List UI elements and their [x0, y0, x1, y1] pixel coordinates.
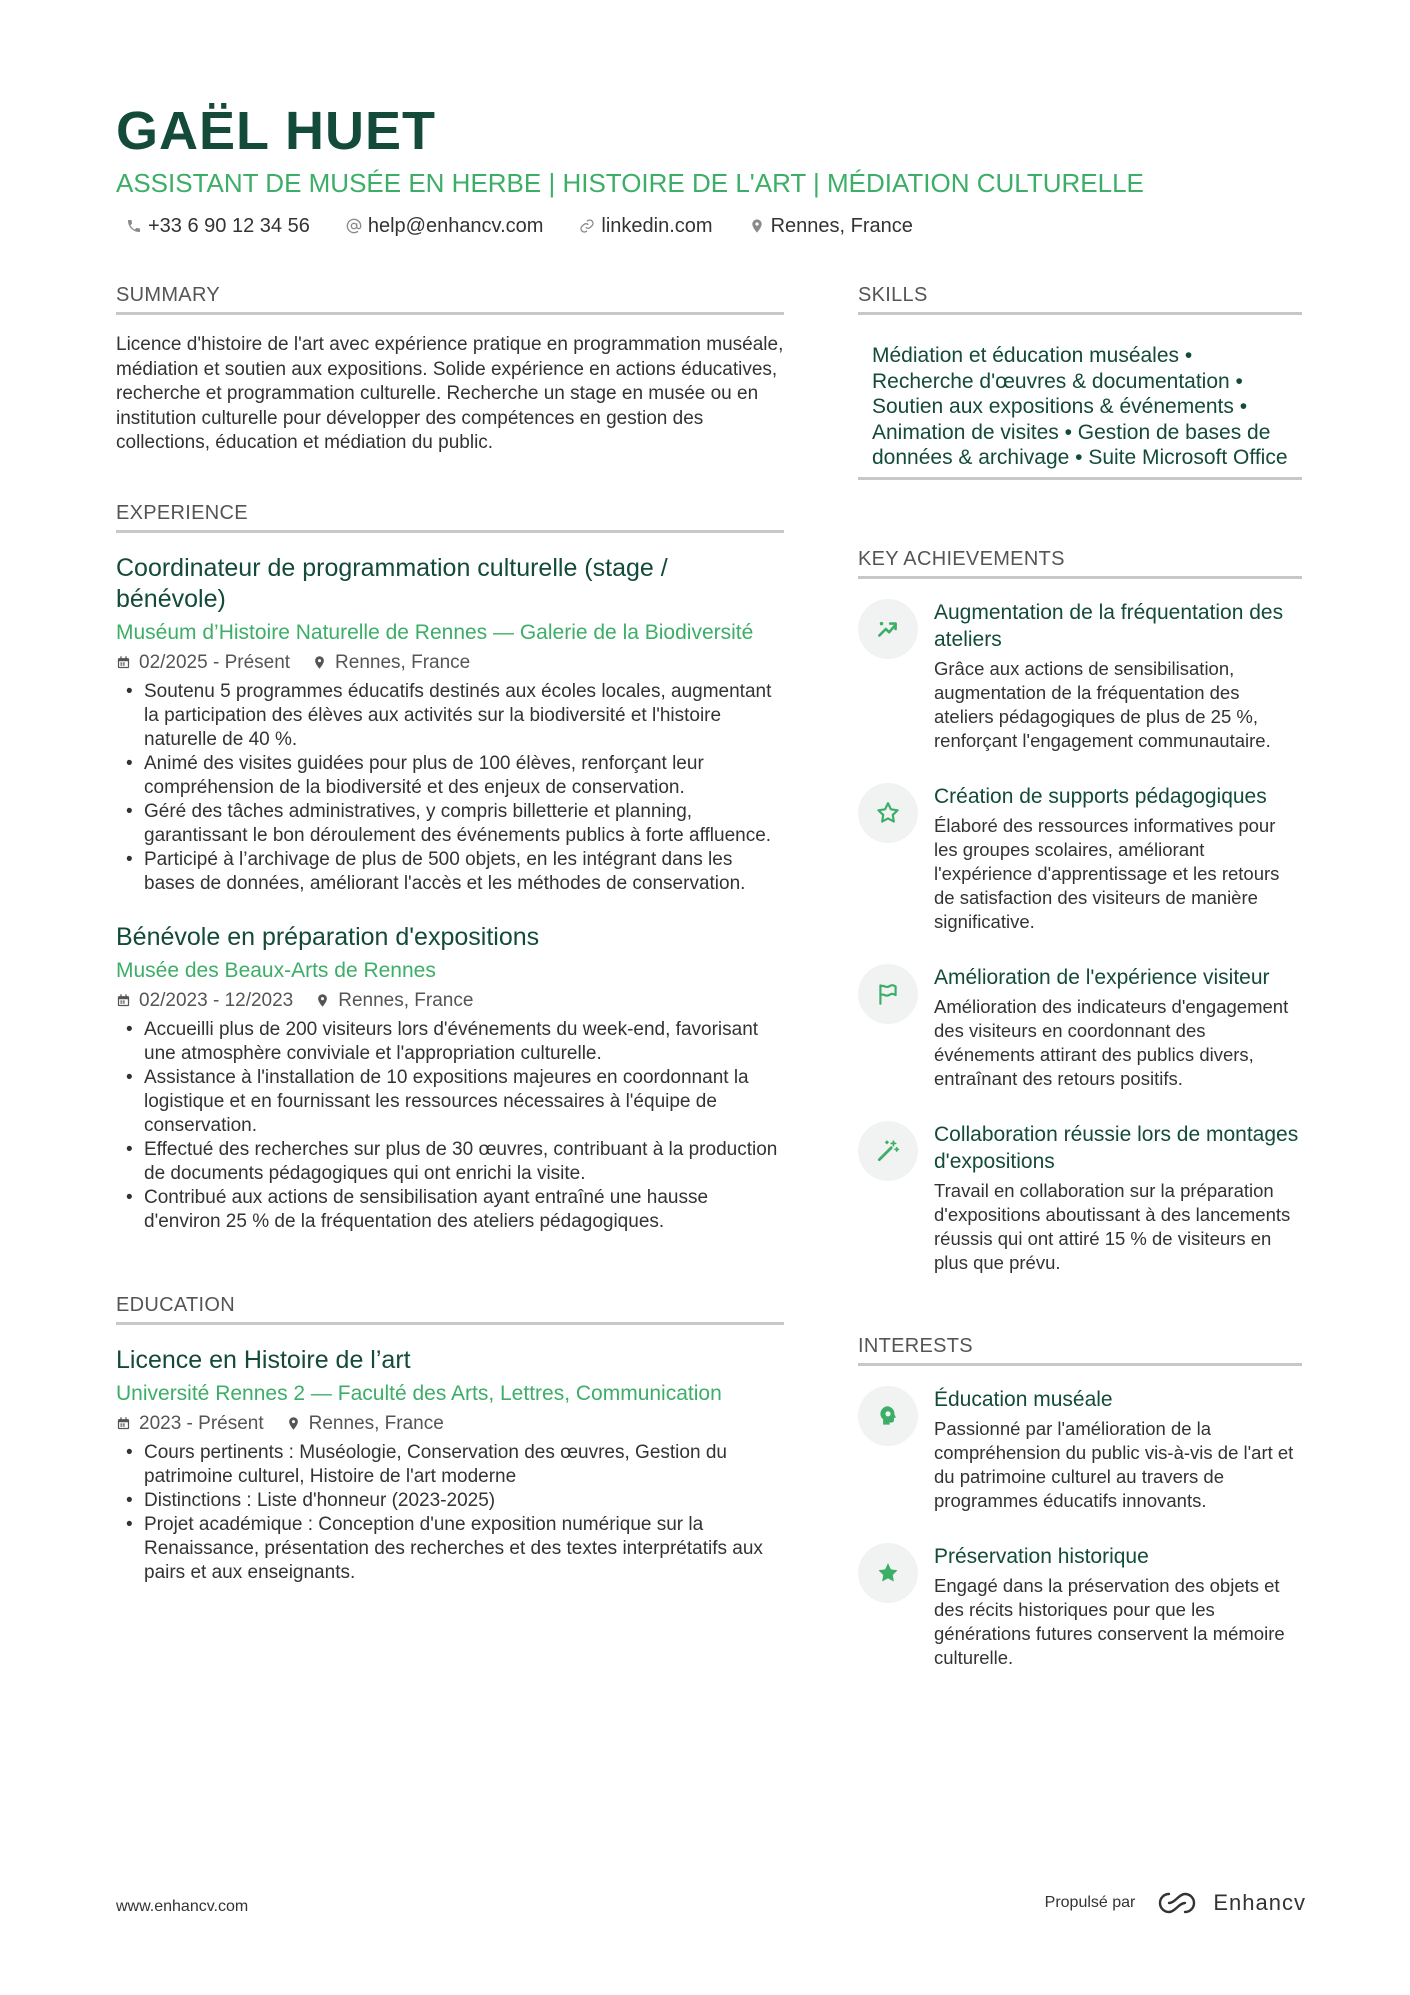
star-outline-icon	[875, 800, 901, 826]
job-entry	[116, 922, 784, 1234]
location-pin-icon	[312, 655, 327, 670]
page-footer	[116, 1890, 1306, 1930]
achievement-title: Collaboration réussie lors de montages d'expositions	[934, 1122, 1299, 1173]
summary-heading: SUMMARY	[116, 282, 784, 315]
job-bullets	[116, 680, 784, 896]
contact-linkedin[interactable]	[569, 212, 712, 240]
achievements-heading: KEY ACHIEVEMENTS	[858, 546, 1302, 579]
experience-heading: EXPERIENCE	[116, 500, 784, 533]
calendar-icon	[116, 655, 131, 670]
candidate-title: ASSISTANT DE MUSÉE EN HERBE | HISTOIRE DE L'ART | MÉDIATION CULTURELLE	[116, 168, 1144, 198]
achievement-body	[934, 599, 1302, 753]
job-entry	[116, 553, 784, 896]
achievement-icon-wrap	[858, 783, 918, 843]
right-column	[858, 282, 1302, 1670]
achievement-body	[934, 783, 1302, 934]
job-dates-text: 02/2025 - Présent	[139, 651, 291, 673]
bullet-item: • Projet académique : Conception d'une exposition numérique sur la Renaissance, présentation des recherches et des textes interprétatifs aux pairs et aux enseignants.	[116, 1513, 784, 1585]
achievement-icon-wrap	[858, 599, 918, 659]
footer-brand	[1045, 1890, 1306, 1916]
location-pin-icon	[749, 218, 765, 234]
bullet-item: • Contribué aux actions de sensibilisation ayant entraîné une hausse d'environ 25 % de la fréquentation des ateliers pédagogiques.	[116, 1186, 784, 1234]
achievements-section	[858, 546, 1302, 1275]
flag-icon	[875, 981, 901, 1007]
summary-text: Licence d'histoire de l'art avec expérience pratique en programmation muséale, médiation et soutien aux expositions. Solide expérience en actions éducatives, recherche et programmation culturelle. Recherche un stage en musée ou en institution culturelle pour développer des compétences en gestion des collections, éducation et médiation du public.	[116, 334, 784, 453]
experience-section	[116, 500, 784, 1234]
job-meta	[116, 650, 784, 676]
education-heading: EDUCATION	[116, 1292, 784, 1325]
skills-section	[858, 282, 1302, 480]
resume-header	[116, 100, 1306, 240]
interest-item	[858, 1543, 1302, 1670]
summary-section	[116, 282, 784, 456]
job-location	[315, 988, 473, 1014]
achievement-item	[858, 599, 1302, 753]
interest-icon-wrap	[858, 1386, 918, 1446]
bullet-item: • Participé à l’archivage de plus de 500 objets, en les intégrant dans les bases de données, améliorant l'accès et les méthodes de conservation.	[116, 848, 784, 896]
interest-desc: Passionné par l'amélioration de la compréhension du public vis-à-vis de l'art et du patrimoine culturel au travers de programmes éducatifs innovants.	[934, 1417, 1294, 1511]
enhancv-logo-icon	[1155, 1890, 1201, 1916]
interests-section	[858, 1333, 1302, 1670]
bullet-item: • Assistance à l'installation de 10 expositions majeures en coordonnant la logistique et en fournissant les ressources nécessaires à l'équipe de conservation.	[116, 1066, 784, 1138]
email-text: help@enhancv.com	[367, 215, 544, 237]
achievement-desc: Amélioration des indicateurs d'engagement des visiteurs en coordonnant des événements attirant des publics divers, entraînant des retours positifs.	[934, 995, 1289, 1089]
bullet-item: • Animé des visites guidées pour plus de 100 élèves, renforçant leur compréhension de la biodiversité et des enjeux de conservation.	[116, 752, 784, 800]
skills-text: Médiation et éducation muséales • Recherche d'œuvres & documentation • Soutien aux expositions & événements • Animation de visites • Gestion de bases de données & archivage • Suite Microsoft Office	[872, 344, 1288, 470]
job-dates-text: 02/2023 - 12/2023	[139, 989, 294, 1011]
job-location-text: Rennes, France	[338, 989, 474, 1011]
job-dates	[116, 650, 290, 676]
skills-heading: SKILLS	[858, 282, 1302, 315]
contact-bar	[116, 212, 1306, 240]
achievement-icon-wrap	[858, 964, 918, 1024]
job-location	[312, 650, 470, 676]
location-pin-icon	[286, 1416, 301, 1431]
education-bullets	[116, 1441, 784, 1585]
job-meta	[116, 988, 784, 1014]
education-location	[286, 1411, 444, 1437]
brain-head-icon	[875, 1403, 901, 1429]
interest-title: Préservation historique	[934, 1544, 1149, 1568]
footer-url[interactable]: www.enhancv.com	[116, 1898, 249, 1915]
education-dates	[116, 1411, 264, 1437]
achievement-title: Création de supports pédagogiques	[934, 784, 1267, 808]
contact-phone[interactable]	[116, 212, 310, 240]
bullet-item: • Effectué des recherches sur plus de 30 œuvres, contribuant à la production de documents pédagogiques qui ont enrichi la visite.	[116, 1138, 784, 1186]
achievement-title: Amélioration de l'expérience visiteur	[934, 965, 1270, 989]
location-text: Rennes, France	[770, 215, 913, 237]
interest-body	[934, 1386, 1302, 1513]
achievement-body	[934, 964, 1302, 1091]
interests-heading: INTERESTS	[858, 1333, 1302, 1366]
interest-body	[934, 1543, 1302, 1670]
job-location-text: Rennes, France	[335, 651, 471, 673]
calendar-icon	[116, 993, 131, 1008]
contact-location	[739, 212, 913, 240]
achievement-item	[858, 964, 1302, 1091]
education-location-text: Rennes, France	[308, 1412, 444, 1434]
linkedin-text: linkedin.com	[601, 215, 713, 237]
trend-arrow-icon	[875, 616, 901, 642]
school-name: Université Rennes 2 — Faculté des Arts, Lettres, Communication	[116, 1381, 722, 1405]
achievement-item	[858, 783, 1302, 934]
achievement-item	[858, 1121, 1302, 1275]
left-column	[116, 282, 784, 1585]
bullet-item: • Distinctions : Liste d'honneur (2023-2025)	[116, 1489, 784, 1513]
interest-desc: Engagé dans la préservation des objets et des récits historiques pour que les générations futures conservent la mémoire culturelle.	[934, 1574, 1285, 1668]
achievement-desc: Élaboré des ressources informatives pour les groupes scolaires, améliorant l'expérience d'apprentissage et les retours de satisfaction des visiteurs de manière significative.	[934, 814, 1280, 932]
achievement-title: Augmentation de la fréquentation des ateliers	[934, 600, 1284, 651]
achievement-desc: Travail en collaboration sur la préparation d'expositions aboutissant à des lancements réussis qui ont attiré 15 % de visiteurs en plus que prévu.	[934, 1179, 1291, 1273]
interest-icon-wrap	[858, 1543, 918, 1603]
bullet-item: • Géré des tâches administratives, y compris billetterie et planning, garantissant le bon déroulement des événements publics à forte affluence.	[116, 800, 784, 848]
job-dates	[116, 988, 293, 1014]
job-title: Bénévole en préparation d'expositions	[116, 922, 540, 951]
education-section	[116, 1292, 784, 1585]
candidate-name: GAËL HUET	[116, 101, 437, 161]
achievement-body	[934, 1121, 1302, 1275]
enhancv-logo[interactable]	[1155, 1890, 1306, 1916]
enhancv-logo-text: Enhancv	[1213, 1890, 1306, 1915]
job-bullets	[116, 1018, 784, 1234]
education-dates-text: 2023 - Présent	[139, 1412, 264, 1434]
phone-text: +33 6 90 12 34 56	[148, 215, 310, 237]
interest-item	[858, 1386, 1302, 1513]
at-icon	[346, 218, 362, 234]
link-icon	[579, 218, 595, 234]
achievement-desc: Grâce aux actions de sensibilisation, augmentation de la fréquentation des ateliers pédagogiques de plus de 25 %, renforçant l'engagement communautaire.	[934, 657, 1271, 751]
location-pin-icon	[315, 993, 330, 1008]
education-entry	[116, 1345, 784, 1585]
contact-email[interactable]	[336, 212, 544, 240]
skills-divider	[858, 477, 1302, 480]
bullet-item: • Accueilli plus de 200 visiteurs lors d'événements du week-end, favorisant une atmosphère conviviale et l'appropriation culturelle.	[116, 1018, 784, 1066]
bullet-item: • Cours pertinents : Muséologie, Conservation des œuvres, Gestion du patrimoine culturel, Histoire de l'art moderne	[116, 1441, 784, 1489]
achievement-icon-wrap	[858, 1121, 918, 1181]
interest-title: Éducation muséale	[934, 1387, 1113, 1411]
star-filled-icon	[875, 1560, 901, 1586]
magic-wand-icon	[875, 1138, 901, 1164]
degree-title: Licence en Histoire de l’art	[116, 1345, 411, 1374]
job-company: Musée des Beaux-Arts de Rennes	[116, 958, 436, 982]
job-title: Coordinateur de programmation culturelle (stage / bénévole)	[116, 553, 668, 613]
bullet-item: • Soutenu 5 programmes éducatifs destinés aux écoles locales, augmentant la participation des élèves aux activités sur la biodiversité et l'histoire naturelle de 40 %.	[116, 680, 784, 752]
calendar-icon	[116, 1416, 131, 1431]
phone-icon	[126, 218, 142, 234]
job-company: Muséum d’Histoire Naturelle de Rennes — Galerie de la Biodiversité	[116, 620, 754, 644]
powered-by-text: Propulsé par	[1044, 1894, 1136, 1911]
education-meta	[116, 1411, 784, 1437]
